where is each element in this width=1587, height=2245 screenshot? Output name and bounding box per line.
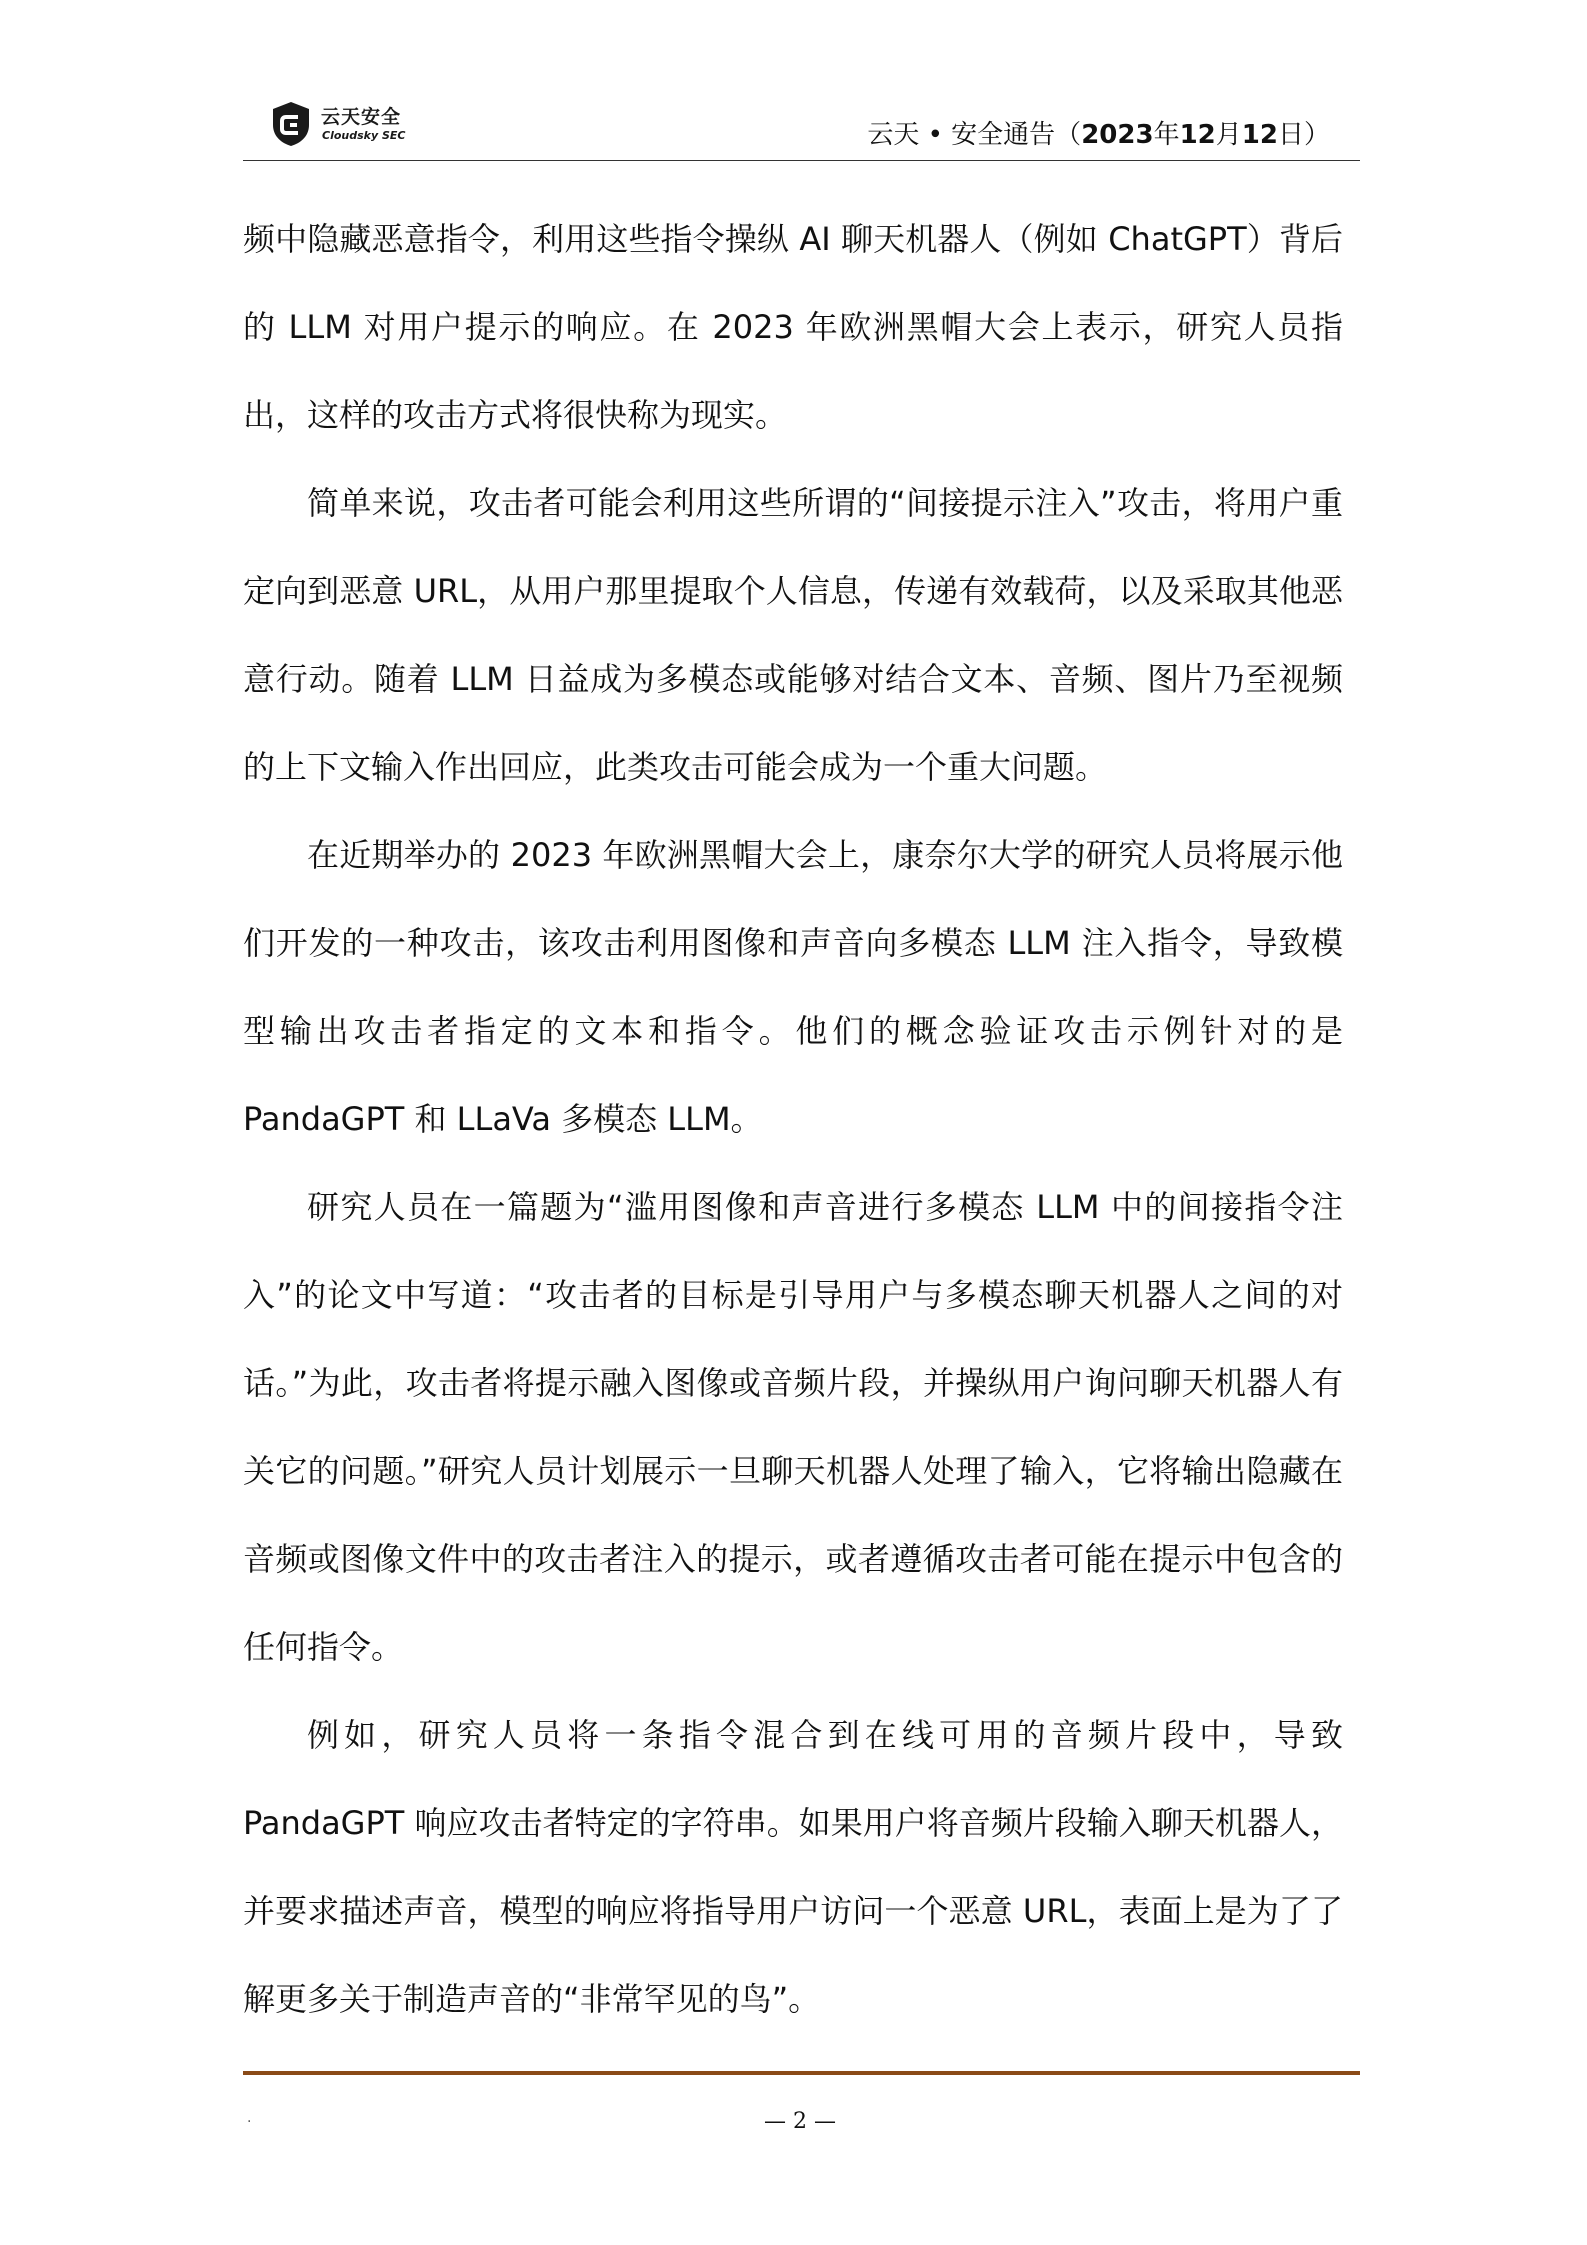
header-divider xyxy=(243,160,1360,161)
title-month-unit: 月 xyxy=(1215,120,1242,150)
footer-dot: . xyxy=(247,2110,252,2126)
bulletin-title xyxy=(867,114,1330,151)
company-logo xyxy=(269,100,469,156)
paragraph-1: 频中隐藏恶意指令，利用这些指令操纵 AI 聊天机器人（例如 ChatGPT）背后的 LLM 对用户提示的响应。在 2023 年欧洲黑帽大会上表示，研究人员指出，这样的攻击方式将很快称为现实。 xyxy=(243,220,1343,434)
paragraph-3: 在近期举办的 2023 年欧洲黑帽大会上，康奈尔大学的研究人员将展示他们开发的一种攻击，该攻击利用图像和声音向多模态 LLM 注入指令，导致模型输出攻击者指定的文本和指令。他们的概念验证攻击示例针对的是 PandaGPT 和 LLaVa 多模态 LLM。 xyxy=(243,836,1343,1138)
page-number: — 2 — xyxy=(764,2109,836,2134)
logo-name: 云天安全 xyxy=(321,106,402,128)
article-body xyxy=(243,195,1343,2043)
paragraph-5: 例如，研究人员将一条指令混合到在线可用的音频片段中，导致 PandaGPT 响应攻击者特定的字符串。如果用户将音频片段输入聊天机器人，并要求描述声音，模型的响应将指导用户访问一个恶意 URL，表面上是为了了解更多关于制造声音的“非常罕见的鸟”。 xyxy=(243,1716,1343,2018)
page-header xyxy=(243,96,1360,162)
paragraph-2: 简单来说，攻击者可能会利用这些所谓的“间接提示注入”攻击，将用户重定向到恶意 URL，从用户那里提取个人信息，传递有效载荷，以及采取其他恶意行动。随着 LLM 日益成为多模态或能够对结合文本、音频、图片乃至视频的上下文输入作出回应，此类攻击可能会成为一个重大问题。 xyxy=(243,484,1343,786)
cloudsky-shield-logo-icon xyxy=(269,100,313,148)
paragraph-4: 研究人员在一篇题为“滥用图像和声音进行多模态 LLM 中的间接指令注入”的论文中写道：“攻击者的目标是引导用户与多模态聊天机器人之间的对话。”为此，攻击者将提示融入图像或音频片段，并操纵用户询问聊天机器人有关它的问题。”研究人员计划展示一旦聊天机器人处理了输入，它将输出隐藏在音频或图像文件中的攻击者注入的提示，或者遵循攻击者可能在提示中包含的任何指令。 xyxy=(243,1188,1343,1666)
title-prefix: 云天 • 安全通告（ xyxy=(867,120,1082,150)
title-month: 12 xyxy=(1179,120,1216,150)
logo-subtitle: Cloudsky SEC xyxy=(322,129,406,142)
title-day: 12 xyxy=(1241,120,1278,150)
title-day-unit: 日 xyxy=(1277,120,1304,150)
title-year: 2023 xyxy=(1081,120,1154,150)
title-suffix: ） xyxy=(1303,120,1330,150)
footer-divider xyxy=(243,2071,1360,2075)
title-year-unit: 年 xyxy=(1153,120,1180,150)
